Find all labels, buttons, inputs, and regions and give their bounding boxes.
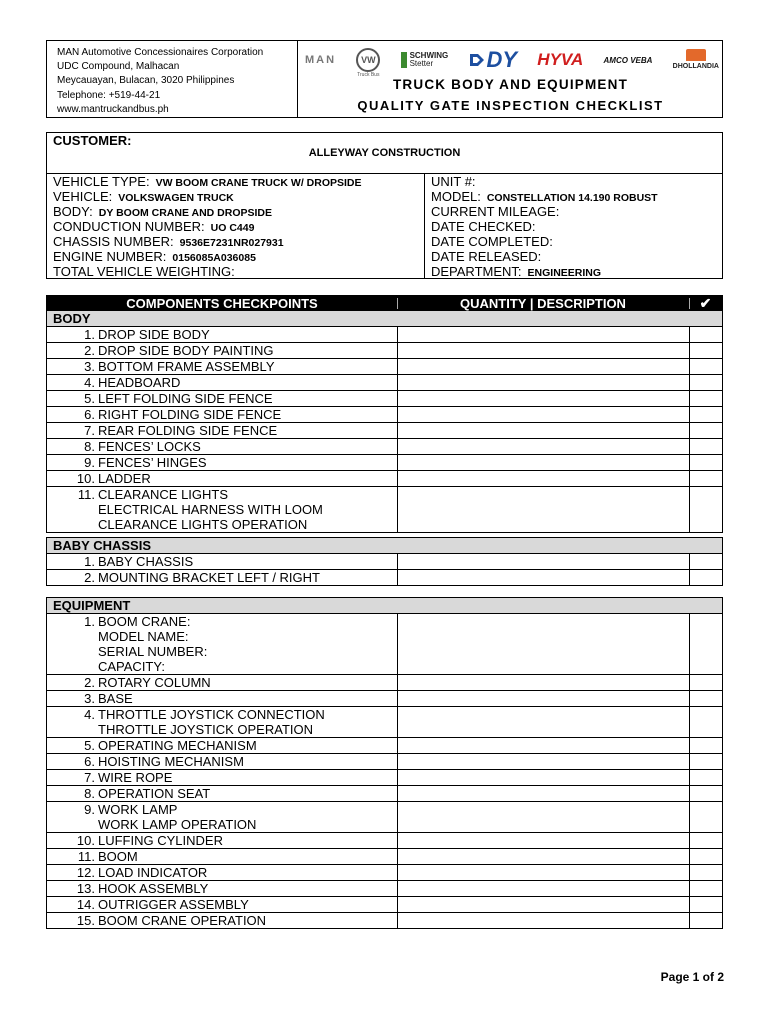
row-label: RIGHT FOLDING SIDE FENCE [98, 407, 282, 422]
row-label: LUFFING CYLINDER [98, 833, 223, 848]
row-label: CAPACITY: [98, 659, 165, 674]
vehicle-info-box [46, 132, 723, 279]
row-number: 12. [76, 865, 95, 880]
field-label: TOTAL VEHICLE WEIGHTING: [53, 264, 235, 279]
schwing-logo [401, 52, 449, 68]
checklist-row [47, 407, 722, 423]
checklist-row [47, 913, 722, 928]
date-released-field [431, 249, 547, 264]
row-number: 6. [84, 407, 95, 422]
row-label: HOISTING MECHANISM [98, 754, 244, 769]
dy-mark-icon [468, 52, 486, 68]
body-rows [47, 327, 722, 532]
row-label: LOAD INDICATOR [98, 865, 208, 880]
conduction-number-field [53, 219, 254, 234]
row-label: LEFT FOLDING SIDE FENCE [98, 391, 273, 406]
row-label: OUTRIGGER ASSEMBLY [98, 897, 249, 912]
row-number: 5. [84, 391, 95, 406]
document-subtitle: QUALITY GATE INSPECTION CHECKLIST [357, 98, 664, 113]
stetter-logo-text: Stetter [409, 59, 434, 68]
baby-chassis-rows [47, 554, 722, 585]
checklist-row [47, 423, 722, 439]
row-number: 11. [77, 487, 95, 502]
row-label: DROP SIDE BODY PAINTING [98, 343, 274, 358]
brand-logos [305, 43, 719, 77]
unit-number-field [431, 174, 482, 189]
company-website: www.mantruckandbus.ph [57, 103, 169, 115]
field-label: ENGINE NUMBER: [53, 249, 167, 264]
vehicle-field [53, 189, 234, 204]
field-value: ENGINEERING [527, 267, 602, 279]
chassis-number-field [53, 234, 284, 249]
row-label: BASE [98, 691, 133, 706]
baby-chassis-section-title: BABY CHASSIS [47, 538, 722, 554]
date-completed-field [431, 234, 559, 249]
checklist-row [47, 897, 722, 913]
row-label: BOOM CRANE: [98, 614, 191, 629]
row-number: 7. [84, 770, 95, 785]
row-number: 15. [76, 913, 95, 928]
row-label: WORK LAMP OPERATION [98, 817, 257, 832]
row-label: CLEARANCE LIGHTS OPERATION [98, 517, 308, 532]
row-number: 13. [76, 881, 95, 896]
row-label: ROTARY COLUMN [98, 675, 211, 690]
row-label: BOTTOM FRAME ASSEMBLY [98, 359, 275, 374]
document-title: TRUCK BODY AND EQUIPMENT [392, 77, 629, 92]
row-number: 1. [84, 614, 95, 629]
row-number: 1. [84, 554, 95, 569]
model-field [431, 189, 658, 204]
row-number: 9. [84, 455, 95, 470]
field-value: DY BOOM CRANE AND DROPSIDE [98, 207, 273, 219]
checklist-row [47, 359, 722, 375]
row-label: HOOK ASSEMBLY [98, 881, 209, 896]
checklist-subrow [47, 722, 722, 738]
row-label: MOUNTING BRACKET LEFT / RIGHT [98, 570, 320, 585]
checklist-row [47, 327, 722, 343]
checklist-row [47, 614, 722, 629]
hyva-logo: HYVA [537, 50, 584, 69]
total-weighting-field [53, 264, 241, 279]
row-number: 14. [76, 897, 95, 912]
row-label: LADDER [98, 471, 151, 486]
vw-logo-mark: VW [361, 55, 376, 65]
checklist-row [47, 570, 722, 585]
field-label: CHASSIS NUMBER: [53, 234, 174, 249]
current-mileage-field [431, 204, 565, 219]
field-value: VW BOOM CRANE TRUCK W/ DROPSIDE [155, 177, 362, 189]
vehicle-type-field [53, 174, 362, 189]
row-label: THROTTLE JOYSTICK CONNECTION [98, 707, 325, 722]
department-field [431, 264, 601, 279]
row-number: 1. [84, 327, 95, 342]
field-label: MODEL: [431, 189, 481, 204]
row-number: 5. [84, 738, 95, 753]
row-number: 4. [84, 707, 95, 722]
page-number: Page 1 of 2 [660, 970, 724, 984]
row-label: BABY CHASSIS [98, 554, 194, 569]
info-column-divider [424, 173, 425, 278]
row-number: 7. [84, 423, 95, 438]
customer-value: ALLEYWAY CONSTRUCTION [308, 147, 461, 159]
checklist-table-header [47, 296, 722, 311]
field-label: UNIT #: [431, 174, 476, 189]
schwing-logo-text: SCHWING [409, 51, 449, 60]
body-field [53, 204, 272, 219]
customer-label: CUSTOMER: [53, 133, 132, 148]
checklist-row [47, 391, 722, 407]
row-number: 6. [84, 754, 95, 769]
field-value: CONSTELLATION 14.190 ROBUST [486, 192, 658, 204]
field-value: UO C449 [210, 222, 255, 234]
vw-logo [356, 48, 380, 78]
field-value: VOLKSWAGEN TRUCK [118, 192, 234, 204]
field-label: DATE RELEASED: [431, 249, 542, 264]
row-label: DROP SIDE BODY [98, 327, 210, 342]
dhollandia-mark-icon [686, 49, 706, 61]
checklist-row [47, 738, 722, 754]
row-label: WIRE ROPE [98, 770, 173, 785]
man-logo: MAN [305, 54, 337, 66]
checklist-row [47, 343, 722, 359]
checklist-row [47, 554, 722, 570]
checklist-row [47, 833, 722, 849]
checklist-row [47, 675, 722, 691]
field-label: VEHICLE: [53, 189, 113, 204]
row-label: ELECTRICAL HARNESS WITH LOOM [98, 502, 323, 517]
row-number: 10. [76, 471, 95, 486]
field-value: 0156085A036085 [172, 252, 256, 264]
field-label: BODY: [53, 204, 93, 219]
dhollandia-logo [673, 49, 719, 71]
engine-number-field [53, 249, 256, 264]
checklist-row [47, 802, 722, 817]
row-number: 10. [76, 833, 95, 848]
company-address [57, 46, 263, 117]
row-number: 11. [77, 849, 95, 864]
company-telephone: Telephone: +519-44-21 [57, 89, 161, 101]
field-label: DEPARTMENT: [431, 264, 522, 279]
document-header [46, 40, 723, 118]
checklist-row [47, 487, 722, 502]
checklist-row [47, 786, 722, 802]
checklist-subrow [47, 659, 722, 675]
checklist-subrow [47, 629, 722, 644]
company-address-line: UDC Compound, Malhacan [57, 61, 180, 73]
equipment-section-title: EQUIPMENT [47, 598, 722, 614]
row-label: MODEL NAME: [98, 629, 189, 644]
row-label: HEADBOARD [98, 375, 181, 390]
date-checked-field [431, 219, 542, 234]
row-number: 2. [84, 675, 95, 690]
checklist-row [47, 375, 722, 391]
field-label: CONDUCTION NUMBER: [53, 219, 205, 234]
checklist-subrow [47, 644, 722, 659]
vw-logo-sub: Truck Bus [357, 72, 380, 78]
row-label: FENCES’ HINGES [98, 455, 207, 470]
row-label: WORK LAMP [98, 802, 178, 817]
checklist-row [47, 754, 722, 770]
equipment-rows [47, 614, 722, 928]
row-label: BOOM [98, 849, 138, 864]
checklist-subrow [47, 817, 722, 833]
field-label: DATE CHECKED: [431, 219, 536, 234]
body-checklist-section [46, 295, 723, 533]
checklist-row [47, 455, 722, 471]
company-address-line: Meycauayan, Bulacan, 3020 Philippines [57, 75, 235, 87]
row-label: FENCES’ LOCKS [98, 439, 201, 454]
row-number: 8. [84, 439, 95, 454]
row-label: CLEARANCE LIGHTS [98, 487, 229, 502]
checkmark-icon: ✔ [699, 295, 712, 311]
quantity-column-header: QUANTITY | DESCRIPTION [460, 296, 626, 311]
row-number: 2. [84, 570, 95, 585]
field-label: VEHICLE TYPE: [53, 174, 150, 189]
dy-logo [468, 47, 517, 73]
field-label: DATE COMPLETED: [431, 234, 553, 249]
checklist-row [47, 849, 722, 865]
checklist-row [47, 707, 722, 722]
dy-logo-text: DY [486, 47, 518, 72]
checklist-row [47, 471, 722, 487]
checklist-subrow [47, 502, 722, 517]
row-label: SERIAL NUMBER: [98, 644, 208, 659]
row-label: BOOM CRANE OPERATION [98, 913, 267, 928]
row-number: 3. [84, 691, 95, 706]
company-name: MAN Automotive Concessionaires Corporation [57, 47, 264, 58]
equipment-section [46, 597, 723, 929]
checklist-subrow [47, 517, 722, 532]
row-number: 4. [84, 375, 95, 390]
checklist-row [47, 770, 722, 786]
components-column-header: COMPONENTS CHECKPOINTS [126, 296, 318, 311]
baby-chassis-section [46, 537, 723, 586]
row-number: 2. [84, 343, 95, 358]
body-section-title: BODY [47, 311, 722, 327]
row-label: OPERATING MECHANISM [98, 738, 257, 753]
field-label: CURRENT MILEAGE: [431, 204, 560, 219]
checklist-row [47, 691, 722, 707]
checklist-row [47, 865, 722, 881]
dhollandia-logo-text: DHOLLANDIA [672, 63, 719, 70]
row-number: 8. [84, 786, 95, 801]
row-number: 3. [84, 359, 95, 374]
row-label: REAR FOLDING SIDE FENCE [98, 423, 278, 438]
row-label: THROTTLE JOYSTICK OPERATION [98, 722, 314, 737]
amco-veba-logo: AMCO VEBA [603, 55, 653, 65]
checklist-row [47, 439, 722, 455]
checklist-row [47, 881, 722, 897]
row-number: 9. [84, 802, 95, 817]
row-label: OPERATION SEAT [98, 786, 211, 801]
field-value: 9536E7231NR027931 [179, 237, 284, 249]
